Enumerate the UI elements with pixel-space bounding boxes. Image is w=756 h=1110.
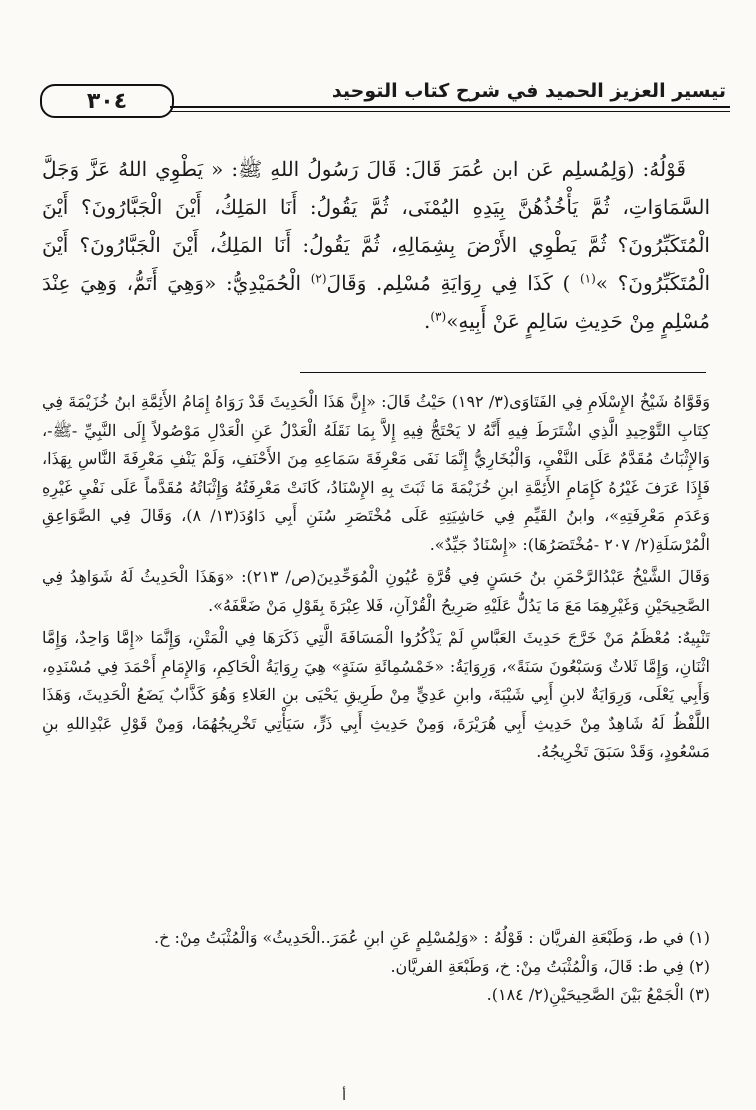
main-paragraph — [42, 150, 710, 340]
main-text-cont-2: الْحُمَيْدِيُّ: «وَهِيَ أَتَمُّ، وَهِيَ عِنْدَ مُسْلِمٍ مِنْ حَدِيثِ سَالِمٍ عَنْ أَبِيهِ» — [42, 271, 710, 333]
footnote-item: (٣) الْجَمْعُ بَيْنَ الصَّحِيحَيْنِ(٢/ ١٨٤). — [486, 985, 710, 1004]
main-text-end: . — [424, 309, 431, 333]
header-rule-thick — [170, 106, 730, 108]
page-number-box — [40, 84, 174, 118]
footnote-ref-2: (٢) — [310, 271, 327, 286]
main-text-body: قَوْلُهُ: (وَلِمُسلِم عَن ابن عُمَرَ قَالَ: قَالَ رَسُولُ اللهِ ﷺ: « يَطْوِي اللهُ عَزَّ وَجَلَّ السَّمَاوَاتِ، ثُمَّ يَأْخُذُهُنَّ بِيَدِهِ اليُمْنَى، ثُمَّ يَقُولُ: أَنَا المَلِكُ، أَيْنَ الْجَبَّارُونَ؟ أَيْنَ الْمُتَكَبِّرُونَ؟ ثُمَّ يَطْوِي الأَرْضَ بِشِمَالِهِ، ثُمَّ يَقُولُ: أَنَا المَلِكُ، أَيْنَ الْجَبَّارُونَ؟ أَيْنَ الْمُتَكَبِّرُونَ؟ » — [42, 157, 711, 295]
note-paragraph: تَنْبِيهٌ: مُعْظَمُ مَنْ خَرَّجَ حَدِيثَ العَبَّاسِ لَمْ يَذْكُرُوا الْمَسَافَةَ الَّتِي ذَكَرَهَا فِي الْمَتْنِ، وَإِنَّمَا «إِمَّا وَاحِدٌ، وَإِمَّا اثْنَانِ، وَإِمَّا ثَلاثٌ وَسَبْعُونَ سَنَةً»، وَرِوَايَةُ: «خَمْسُمِائَةِ سَنَةٍ» هِيَ رِوَايَةُ الْحَاكِمِ، وَالإِمَامِ أَحْمَدَ فِي مُسْنَدِهِ، وَأَبِي يَعْلَى، وَرِوَايَةٌ لابنِ أَبِي شَيْبَةَ، وابنِ عَدِيٍّ مِنْ طَرِيقِ يَحْيَى بنِ العَلاءِ وَهُوَ كَذَّابٌ يَضَعُ الْحَدِيثَ، وَهَذَا اللَّفْظُ لَهُ شَاهِدٌ مِنْ حَدِيثِ أَبِي هُرَيْرَةَ، وَمِنْ حَدِيثِ أَبِي ذَرٍّ، سَيَأْتِي تَخْرِيجُهُمَا، وَمِنْ قَوْلِ عَبْدِاللهِ بنِ مَسْعُودٍ، وَقَدْ سَبَقَ تَخْرِيجُهُ. — [42, 628, 710, 761]
page-number: ٣٠٤ — [86, 88, 128, 114]
annotation-block — [42, 388, 710, 771]
header-rule-thin — [170, 111, 730, 112]
footnote-item: (٢) فِي ط: قَالَ، وَالْمُثْبَتُ مِنْ: خ، وَطَبْعَةِ الفريَّان. — [390, 956, 710, 976]
note-paragraph: وَقَالَ الشَّيْخُ عَبْدُالرَّحْمَنِ بنُ حَسَنٍ فِي قُرَّةِ عُيُونِ الْمُوَحِّدِينَ(ص/ ٢١٣): «وَهَذَا الْحَدِيثُ لَهُ شَوَاهِدُ فِي الصَّحِيحَيْنِ وَغَيْرِهِمَا مَعَ مَا يَدُلُّ عَلَيْهِ صَرِيحُ الْقُرْآنِ، فَلا عِبْرَةَ بِقَوْلِ مَنْ ضَعَّفَهُ». — [42, 567, 710, 615]
footnotes — [42, 924, 710, 1010]
footnote-item: (١) في ط، وَطَبْعَةِ الفريَّان : قَوْلُهُ : «وَلِمُسْلِمٍ عَنِ ابنِ عُمَرَ..الْحَدِيثُ» وَالْمُثْبَتُ مِنْ: خ. — [154, 928, 710, 947]
page-header — [40, 70, 730, 122]
book-title: تيسير العزيز الحميد في شرح كتاب التوحيد — [331, 80, 726, 102]
note-paragraph: وَقَوَّاهُ شَيْخُ الإِسْلَامِ فِي الفَتَاوَى(٣/ ١٩٢) حَيْثُ قَالَ: «إِنَّ هَذَا الْحَدِيثَ قَدْ رَوَاهُ إِمَامُ الأَئِمَّةِ ابنُ خُزَيْمَةَ فِي كِتَابِ التَّوْحِيدِ الَّذِي اشْتَرَطَ فِيهِ أَنَّهُ لا يَحْتَجُّ فِيهِ إِلاَّ بِمَا نَقَلَهُ الْعَدْلُ عَنِ الْعَدْلِ مَوْصُولاً إِلَى النَّبِيِّ -ﷺ-، وَالإِثْبَاتُ مُقَدَّمٌ عَلَى النَّفْيِ، وَالْبُخَارِيُّ إِنَّمَا نَفَى مَعْرِفَةَ سَمَاعِهِ مِنَ الأَحْنَفِ، وَلَمْ يَنْفِ مَعْرِفَةَ النَّاسِ بِهَذَا، فَإِذَا عَرَفَ غَيْرُهُ كَإِمَامِ الأَئِمَّةِ ابنِ خُزَيْمَةَ مَا ثَبَتَ بِهِ الإِسْنَادُ، كَانَتْ مَعْرِفَتُهُ وَإِثْبَاتُهُ مُقَدَّماً عَلَى نَفْيِ غَيْرِهِ وَعَدَمِ مَعْرِفَتِهِ»، وابنُ القَيِّمِ فِي حَاشِيَتِهِ عَلَى مُخْتَصَرِ سُنَنِ أَبِي دَاوُدَ(١٣/ ٨)، وَقَالَ فِي الصَّوَاعِقِ الْمُرْسَلَةِ(٢/ ٢٠٧ -مُخْتَصَرُهَا): «إِسْنَادٌ جَيِّدٌ». — [42, 392, 711, 554]
footnote-ref-1: (١) — [579, 271, 596, 286]
main-text — [42, 150, 710, 340]
footnote-divider — [300, 372, 706, 373]
main-text-cont-1: ) كَذَا فِي رِوَايَةِ مُسْلِم. وَقَالَ — [326, 271, 571, 295]
signature-mark: أ — [342, 1088, 346, 1104]
footnote-ref-3: (٣) — [430, 309, 447, 324]
